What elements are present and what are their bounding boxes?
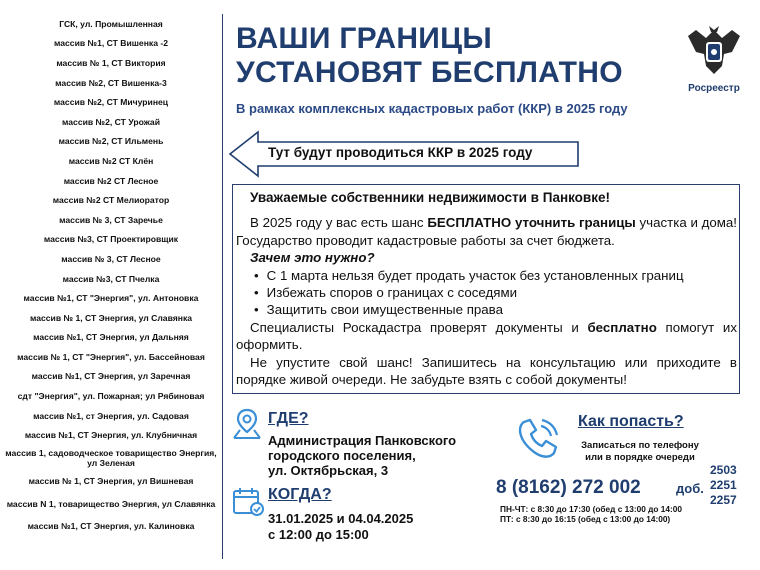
page-title: [236, 22, 623, 90]
extension-numbers: 2503 2251 2257: [710, 463, 737, 507]
list-item: массив № 1, СТ Виктория: [56, 57, 166, 68]
list-item: массив №2, СТ Урожай: [62, 116, 160, 127]
logo-text: Росреестр: [688, 83, 740, 94]
office-hours: ПН-ЧТ: с 8:30 до 17:30 (обед с 13:00 до 14:00 ПТ: с 8:30 до 16:15 (обед с 13:00 до 14:00): [500, 504, 683, 524]
notice-box: [232, 184, 740, 394]
arrow-label: Тут будут проводиться ККР в 2025 году: [268, 145, 533, 160]
subtitle: В рамках комплексных кадастровых работ (ККР) в 2025 году: [236, 101, 628, 116]
rosreestr-logo: [684, 24, 744, 94]
list-item: • Избежать споров о границах с соседями: [254, 284, 737, 301]
list-item: массив №2 СТ Клён: [68, 155, 154, 166]
list-item: массив №2 СТ Мелиоратор: [52, 195, 170, 206]
how-label: Как попасть?: [578, 413, 684, 430]
list-item: массив №2 СТ Лесное: [63, 175, 159, 186]
list-item: массив № 3, СТ Лесное: [61, 253, 161, 264]
list-item: массив № 1, СТ Энергия, ул Вишневая: [28, 475, 194, 486]
list-item: массив № 1, СТ Энергия, ул Славянка: [29, 312, 193, 323]
notice-bullets: [236, 267, 737, 319]
list-item: массив №1, СТ Энергия, ул. Клубничная: [24, 430, 198, 441]
where-address: Администрация Панковского городского поселения, ул. Октябрьская, 3: [268, 433, 457, 478]
list-item: массив №1, СТ Энергия, ул Дальняя: [33, 332, 189, 343]
list-item: массив 1, садоводческое товарищество Энергия, ул Зеленая: [5, 448, 217, 469]
list-item: массив №3, СТ Проектировщик: [43, 234, 179, 245]
list-item: сдт "Энергия", ул. Пожарная; ул Рябиновая: [17, 391, 205, 402]
list-item: • С 1 марта нельзя будет продать участок без установленных границ: [254, 267, 737, 284]
list-item: массив N 1, товарищество Энергия, ул Славянка: [6, 498, 216, 509]
phone-number[interactable]: 8 (8162) 272 002: [496, 477, 641, 498]
notice-paragraph-1: В 2025 году у вас есть шанс БЕСПЛАТНО уточнить границы участка и дома! Государство проводит кадастровые работы за счет бюджета.: [236, 215, 737, 248]
eagle-emblem-icon: [686, 24, 742, 76]
list-item: массив №2, СТ Вишенка-3: [55, 77, 167, 88]
notice-why: Зачем это нужно?: [250, 250, 375, 266]
list-item: массив № 1, СТ "Энергия", ул. Бассейновая: [17, 351, 205, 362]
notice-heading: Уважаемые собственники недвижимости в Панковке!: [250, 190, 610, 205]
list-item: массив №1, СТ Вишенка -2: [53, 38, 169, 49]
map-pin-icon: [232, 408, 262, 440]
when-dates: 31.01.2025 и 04.04.2025 с 12:00 до 15:00: [268, 511, 414, 542]
notice-paragraph-3: Не упустите свой шанс! Запишитесь на консультацию или приходите в порядке живой очереди. Не забудьте взять с собой документы!: [236, 354, 737, 388]
where-label: ГДЕ?: [268, 410, 309, 427]
list-item: массив №1, СТ Энергия, ул. Калиновка: [27, 521, 195, 532]
list-item: массив №2, СТ Мичуринец: [53, 97, 169, 108]
list-item: массив №1, ст Энергия, ул. Садовая: [33, 410, 189, 421]
list-item: массив №1, СТ Энергия, ул Заречная: [31, 371, 191, 382]
list-item: массив № 3, СТ Заречье: [59, 214, 163, 225]
when-label: КОГДА?: [268, 486, 332, 503]
phone-icon: [512, 414, 562, 464]
notice-paragraph-2: Специалисты Роскадастра проверят документы и бесплатно помогут их оформить.: [236, 319, 738, 353]
list-item: • Защитить свои имущественные права: [254, 301, 737, 318]
list-item: массив №3, СТ Пчелка: [62, 273, 160, 284]
extension-label: доб.: [676, 481, 704, 496]
list-item: ГСК, ул. Промышленная: [59, 18, 163, 29]
sidebar-list: [0, 14, 223, 559]
title-line-2: УСТАНОВЯТ БЕСПЛАТНО: [236, 56, 623, 89]
list-item: массив №1, СТ "Энергия", ул. Антоновка: [23, 293, 199, 304]
list-item: массив №2, СТ Ильмень: [58, 136, 164, 147]
how-instructions: Записаться по телефону или в порядке очереди: [581, 440, 699, 463]
title-line-1: ВАШИ ГРАНИЦЫ: [236, 22, 493, 55]
calendar-icon: [232, 486, 264, 516]
